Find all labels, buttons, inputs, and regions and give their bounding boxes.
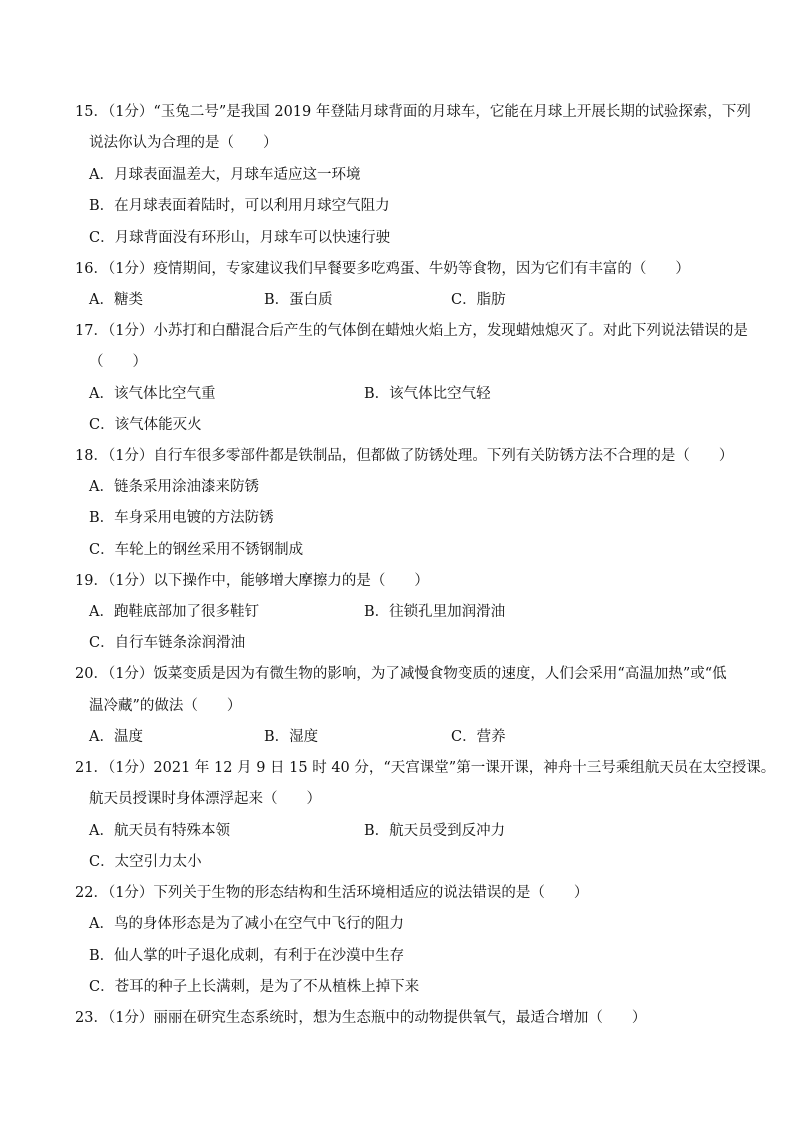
q16-option-c: C．脂肪 [451, 292, 506, 308]
q20-option-c: C．营养 [451, 729, 506, 745]
q15-stem-line-2: 说法你认为合理的是（ ） [89, 135, 278, 151]
q20-option-a: A．温度 [89, 729, 143, 745]
q18-option-a: A．链条采用涂油漆来防锈 [89, 479, 259, 495]
q18-stem-line-1: 18．（1分）自行车很多零部件都是铁制品，但都做了防锈处理。下列有关防锈方法不合理的是（ ） [75, 448, 734, 464]
q16-stem-line-1: 16．（1分）疫情期间，专家建议我们早餐要多吃鸡蛋、牛奶等食物，因为它们有丰富的（ ） [75, 261, 690, 277]
q18-option-b: B．车身采用电镀的方法防锈 [89, 510, 274, 526]
q21-option-b: B．航天员受到反冲力 [364, 823, 506, 839]
q17-stem-line-1: 17．（1分）小苏打和白醋混合后产生的气体倒在蜡烛火焰上方，发现蜡烛熄灭了。对此下列说法错误的是 [75, 323, 748, 339]
q23-stem-line-1: 23．（1分）丽丽在研究生态系统时，想为生态瓶中的动物提供氧气，最适合增加（ ） [75, 1010, 647, 1026]
q20-stem-line-2: 温冷藏”的做法（ ） [89, 698, 242, 714]
q21-stem-line-2: 航天员授课时身体漂浮起来（ ） [89, 791, 321, 807]
q21-option-a: A．航天员有特殊本领 [89, 823, 230, 839]
q22-option-a: A．鸟的身体形态是为了减小在空气中飞行的阻力 [89, 916, 404, 932]
q16-option-b: B．蛋白质 [264, 292, 333, 308]
q22-option-b: B．仙人掌的叶子退化成刺，有利于在沙漠中生存 [89, 948, 405, 964]
q22-option-c: C．苍耳的种子上长满刺，是为了不从植株上掉下来 [89, 979, 420, 995]
q19-option-a: A．跑鞋底部加了很多鞋钉 [89, 604, 259, 620]
q19-option-b: B．往锁孔里加润滑油 [364, 604, 506, 620]
q17-option-b: B．该气体比空气轻 [364, 386, 491, 402]
q17-option-a: A．该气体比空气重 [89, 386, 216, 402]
q20-stem-line-1: 20．（1分）饭菜变质是因为有微生物的影响，为了减慢食物变质的速度，人们会采用“高温加热”或“低 [75, 666, 727, 682]
q17-option-c: C．该气体能灭火 [89, 417, 202, 433]
q19-stem-line-1: 19．（1分）以下操作中，能够增大摩擦力的是（ ） [75, 573, 429, 589]
q17-stem-line-2: （ ） [89, 354, 147, 370]
q15-option-a: A．月球表面温差大，月球车适应这一环境 [89, 167, 361, 183]
q21-option-c: C．太空引力太小 [89, 854, 202, 870]
q21-stem-line-1: 21．（1分）2021 年 12 月 9 日 15 时 40 分，“天宫课堂”第一课开课，神舟十三号乘组航天员在太空授课。 [75, 760, 776, 776]
q19-option-c: C．自行车链条涂润滑油 [89, 635, 246, 651]
q20-option-b: B．湿度 [264, 729, 319, 745]
q15-stem-line-1: 15．（1分）“玉兔二号”是我国 2019 年登陆月球背面的月球车，它能在月球上开展长期的试验探索，下列 [75, 104, 751, 120]
q18-option-c: C．车轮上的钢丝采用不锈钢制成 [89, 542, 304, 558]
q22-stem-line-1: 22．（1分）下列关于生物的形态结构和生活环境相适应的说法错误的是（ ） [75, 885, 589, 901]
q15-option-c: C．月球背面没有环形山，月球车可以快速行驶 [89, 230, 391, 246]
q16-option-a: A．糖类 [89, 292, 143, 308]
q15-option-b: B．在月球表面着陆时，可以利用月球空气阻力 [89, 198, 390, 214]
